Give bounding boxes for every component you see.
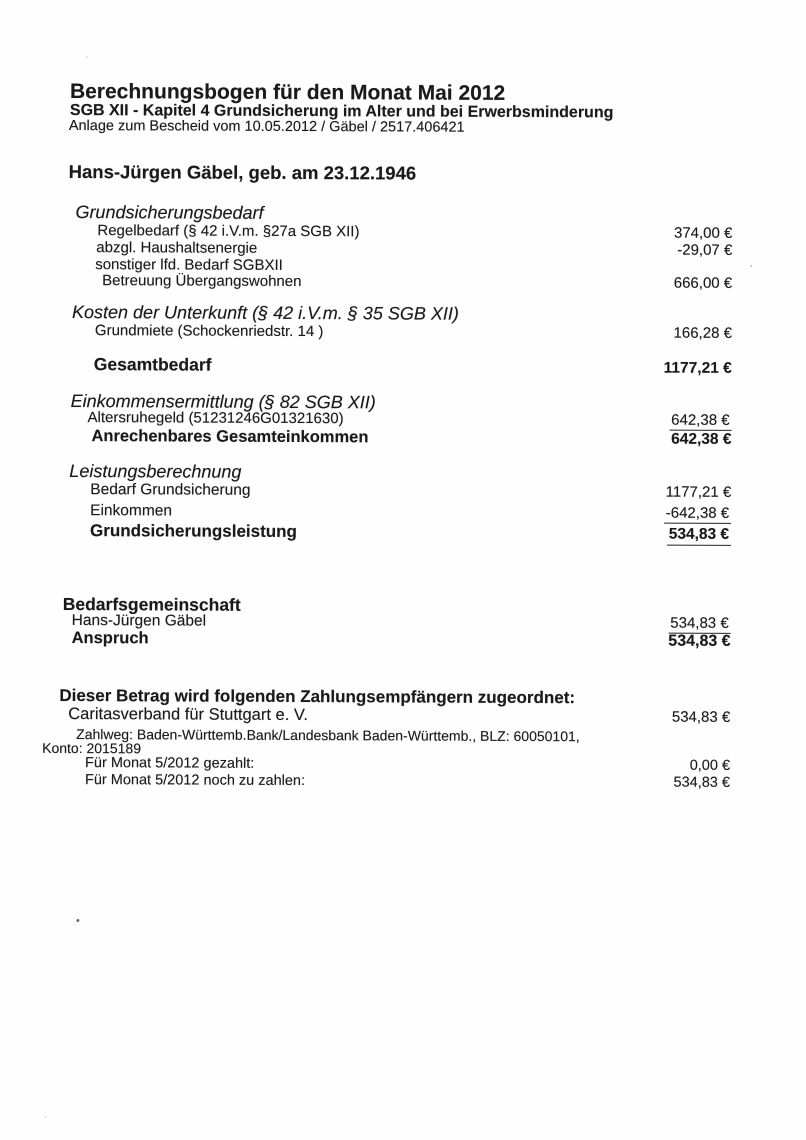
row-label: Gesamtbedarf: [93, 354, 212, 375]
scan-speck: [86, 56, 88, 58]
zahlweg-line: Zahlweg: Baden-Württemb.Bank/Landesbank Baden-Württemb., BLZ: 60050101,: [76, 726, 580, 745]
row-label: Regelbedarf (§ 42 i.V.m. §27a SGB XII): [97, 222, 360, 241]
row-amount: 1177,21 €: [663, 359, 732, 377]
row-amount: 374,00 €: [673, 224, 733, 242]
row-amount: 666,00 €: [673, 274, 733, 292]
row-amount: 1177,21 €: [665, 483, 732, 501]
section-heading-zahlungsempfaenger: Dieser Betrag wird folgenden Zahlungsempfängern zugeordnet:: [59, 685, 576, 708]
section-heading-leistungsberechnung: Leistungsberechnung: [69, 461, 242, 482]
row-label: Grundmiete (Schockenriedstr. 14 ): [94, 322, 324, 341]
document-subtitle: SGB XII - Kapitel 4 Grundsicherung im Alter und bei Erwerbsminderung: [69, 101, 614, 122]
konto-line: Konto: 2015189: [42, 739, 142, 757]
section-heading-bedarfsgemeinschaft: Bedarfsgemeinschaft: [62, 593, 241, 615]
row-amount: 166,28 €: [673, 324, 732, 342]
scan-speck: [750, 265, 752, 267]
section-heading-grundsicherungsbedarf: Grundsicherungsbedarf: [75, 202, 264, 223]
row-grundsicherungsleistung: [0, 521, 731, 546]
row-sonstiger-bedarf: sonstiger lfd. Bedarf SGBXII: [95, 256, 283, 274]
row-label: Hans-Jürgen Gäbel: [71, 612, 207, 630]
row-label: Für Monat 5/2012 gezahlt:: [85, 755, 255, 772]
row-amount-underlined: 534,83 €: [667, 526, 731, 546]
row-label: Altersruhegeld (51231246G01321630): [87, 409, 344, 428]
row-label: Caritasverband für Stuttgart e. V.: [68, 704, 309, 725]
scan-speck: [76, 919, 79, 922]
section-heading-einkommensermittlung: Einkommensermittlung (§ 82 SGB XII): [70, 391, 376, 413]
row-grundmiete: [0, 322, 732, 342]
document-title: Berechnungsbogen für den Monat Mai 2012: [69, 80, 506, 105]
row-label: Einkommen: [90, 502, 173, 520]
row-amount-underlined: 534,83 €: [668, 615, 730, 635]
row-label: Anspruch: [71, 629, 149, 648]
row-betreuung-uebergangswohnen: [0, 272, 732, 292]
row-label: abzgl. Haushaltsenergie: [96, 239, 258, 257]
row-label: Bedarf Grundsicherung: [90, 481, 251, 499]
row-amount: -29,07 €: [677, 241, 733, 259]
person-name-line: Hans-Jürgen Gäbel, geb. am 23.12.1946: [68, 160, 417, 184]
row-label: Für Monat 5/2012 noch zu zahlen:: [84, 772, 306, 790]
row-label: Grundsicherungsleistung: [90, 521, 297, 541]
row-amount: 642,38 €: [671, 430, 732, 448]
row-label: Anrechenbares Gesamteinkommen: [91, 427, 369, 447]
row-amount: 534,83 €: [668, 632, 731, 650]
row-gesamtbedarf: [0, 354, 732, 378]
row-anrechenbares-gesamteinkommen: [0, 427, 732, 449]
row-zahlungsempfaenger: [0, 705, 730, 727]
row-label: Betreuung Übergangswohnen: [102, 272, 302, 291]
row-noch-zu-zahlen: [0, 772, 730, 792]
row-amount-underlined: -642,38 €: [664, 505, 731, 525]
row-bedarf-grundsicherung: [0, 481, 731, 502]
annex-reference-line: Anlage zum Bescheid vom 10.05.2012 / Gäbel / 2517.406421: [68, 117, 465, 136]
row-amount: 0,00 €: [689, 757, 731, 774]
scan-speck: [45, 1116, 47, 1118]
section-heading-kosten-der-unterkunft: Kosten der Unterkunft (§ 42 i.V.m. § 35 SGB XII): [71, 302, 459, 324]
row-amount: 534,83 €: [671, 708, 731, 726]
row-anspruch: [0, 629, 731, 652]
row-amount-underlined: 642,38 €: [669, 412, 731, 432]
row-amount: 534,83 €: [673, 774, 731, 791]
